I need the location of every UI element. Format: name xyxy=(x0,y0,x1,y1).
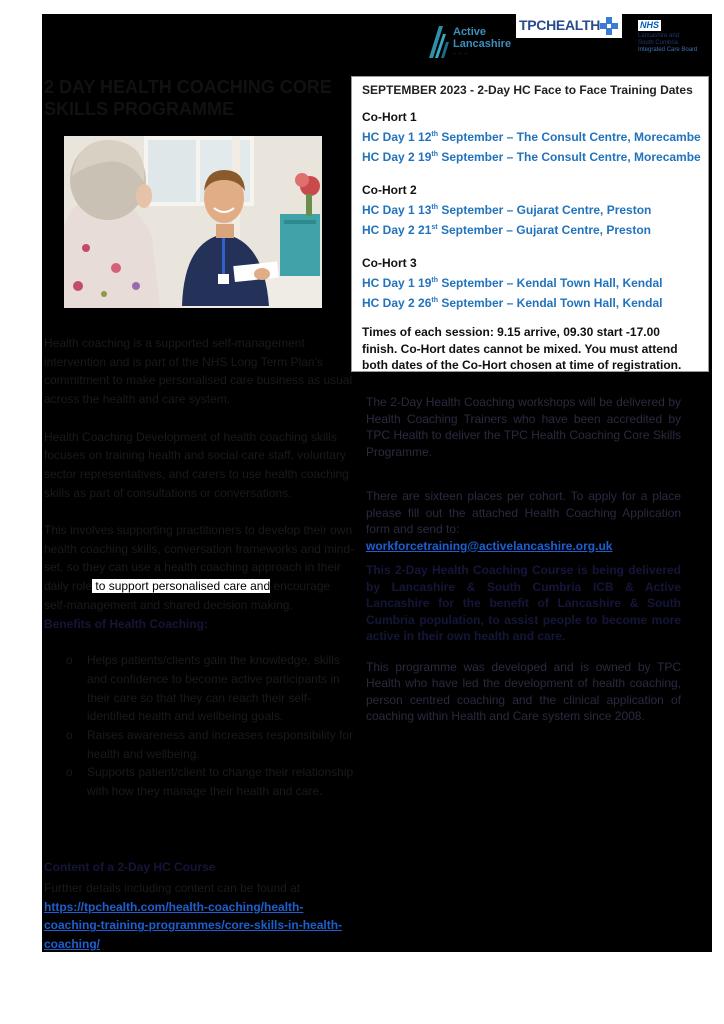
details-paragraph-ownership: This programme was developed and is owned by TPC Health who have led the development of health coaching, person centred coaching and the clinical application of coaching within Health and Care system since 2008. xyxy=(366,659,681,723)
cohort-1 xyxy=(362,109,701,166)
intro-paragraph-1: Health coaching is a supported self-management intervention and is part of the NHS Long Term Plan's commitment to make personalised care business as usual across the health and care system. xyxy=(44,336,353,407)
training-dates-title: SEPTEMBER 2023 - 2-Day HC Face to Face Training Dates xyxy=(362,83,693,97)
details-paragraph-delivery: This 2-Day Health Coaching Course is being delivered by Lancashire & South Cumbria ICB & Active Lancashire for the benefit of Lancashire & South Cumbria population, to assist people to become more active in their own health and care. xyxy=(366,563,681,643)
course-content-lead: Further details including content can be found at xyxy=(44,881,301,895)
page-title: 2 DAY HEALTH COACHING CORE SKILLS PROGRAMME xyxy=(44,77,332,119)
bullet-circle-icon: o xyxy=(66,728,73,743)
active-lancashire-tagline: — — — xyxy=(453,51,469,55)
cohort-3 xyxy=(362,255,698,312)
cohort-name: Co-Hort 2 xyxy=(362,183,417,197)
details-column xyxy=(366,394,681,741)
tpc-health-logo xyxy=(516,14,622,38)
bullet-circle-icon: o xyxy=(66,653,73,668)
cohort-day-1: HC Day 1 19th September – Kendal Town Hall, Kendal xyxy=(362,276,663,290)
active-lancashire-logo xyxy=(427,24,515,58)
intro-column xyxy=(44,334,356,801)
intro-paragraph-3 xyxy=(44,521,356,615)
cohort-name: Co-Hort 3 xyxy=(362,256,417,270)
active-lancashire-mark-icon xyxy=(427,24,449,58)
cohort-day-1: HC Day 1 12th September – The Consult Centre, Morecambe xyxy=(362,130,701,144)
nhs-badge: NHS xyxy=(640,20,660,30)
benefit-item xyxy=(44,651,356,726)
details-paragraph-places: There are sixteen places per cohort. To apply for a place please fill out the attached Health Coaching Application form and send to: xyxy=(366,489,681,536)
nhs-org-line-1: Lancashire and xyxy=(638,33,680,39)
course-content-heading: Content of a 2-Day HC Course xyxy=(44,860,216,874)
bullet-circle-icon: o xyxy=(66,765,73,780)
benefit-item xyxy=(44,763,356,800)
benefits-heading: Benefits of Health Coaching: xyxy=(44,616,209,631)
cohort-name: Co-Hort 1 xyxy=(362,110,417,124)
course-content-link[interactable]: https://tpchealth.com/health-coaching/health-coaching-training-programmes/core-skills-in-health-coaching/ xyxy=(44,899,343,952)
active-lancashire-wordmark: Active Lancashire xyxy=(453,26,512,50)
benefit-text: Supports patient/client to change their relationship with how they manage their health and care. xyxy=(87,765,354,799)
nhs-org-line-3: Integrated Care Board xyxy=(638,47,698,53)
flyer-page xyxy=(42,14,712,952)
intro-paragraph-2: Health Coaching Development of health coaching skills focuses on training health and social care staff, voluntary sector representatives, and carers to use health coaching skills as part of consultations or conversations. xyxy=(44,429,349,500)
nhs-org-line-2: South Cumbria xyxy=(638,40,679,46)
intro-paragraph-3-end: encourage self-management and shared decision making. xyxy=(44,579,331,612)
cohort-day-2: HC Day 2 21st September – Gujarat Centre, Preston xyxy=(362,223,652,237)
tpc-health-wordmark: TPCHEALTH xyxy=(519,17,601,33)
coaching-photo xyxy=(64,136,322,308)
tpc-cross-icon xyxy=(600,17,618,35)
intro-paragraph-3-highlight: to support personalised care and xyxy=(92,579,271,594)
benefit-text: Helps patients/clients gain the knowledge, skills and confidence to become active participants in their care so that they can reach their self-identified health and wellbeing goals. xyxy=(87,653,340,724)
cohort-2 xyxy=(362,182,698,239)
cohort-day-2: HC Day 2 19th September – The Consult Centre, Morecambe xyxy=(362,150,701,164)
nhs-lsc-icb-logo xyxy=(638,20,708,58)
details-paragraph-trainers: The 2-Day Health Coaching workshops will be delivered by Health Coaching Trainers who have been accredited by TPC Health to deliver the TPC Health Coaching Core Skills Programme. xyxy=(366,395,681,459)
benefit-text: Raises awareness and increases responsibility for health and wellbeing. xyxy=(87,728,354,761)
cohort-day-2: HC Day 2 26th September – Kendal Town Hall, Kendal xyxy=(362,296,663,310)
benefit-item xyxy=(44,726,356,763)
application-email-link[interactable]: workforcetraining@activelancashire.org.uk xyxy=(366,538,613,553)
intro-paragraph-3-start: This involves supporting practitioners to develop their own health coaching skills, conversation frameworks and mind-set, so they can use a health coaching approach in their daily role xyxy=(44,523,355,594)
benefits-list xyxy=(44,651,356,801)
training-dates-box xyxy=(351,76,709,372)
course-content-text xyxy=(44,879,344,952)
cohort-day-1: HC Day 1 13th September – Gujarat Centre, Preston xyxy=(362,203,652,217)
session-times-note: Times of each session: 9.15 arrive, 09.30 start -17.00 finish. Co-Hort dates cannot be mixed. You must attend both dates of the Co-Hort chosen at time of registration. xyxy=(362,325,682,372)
